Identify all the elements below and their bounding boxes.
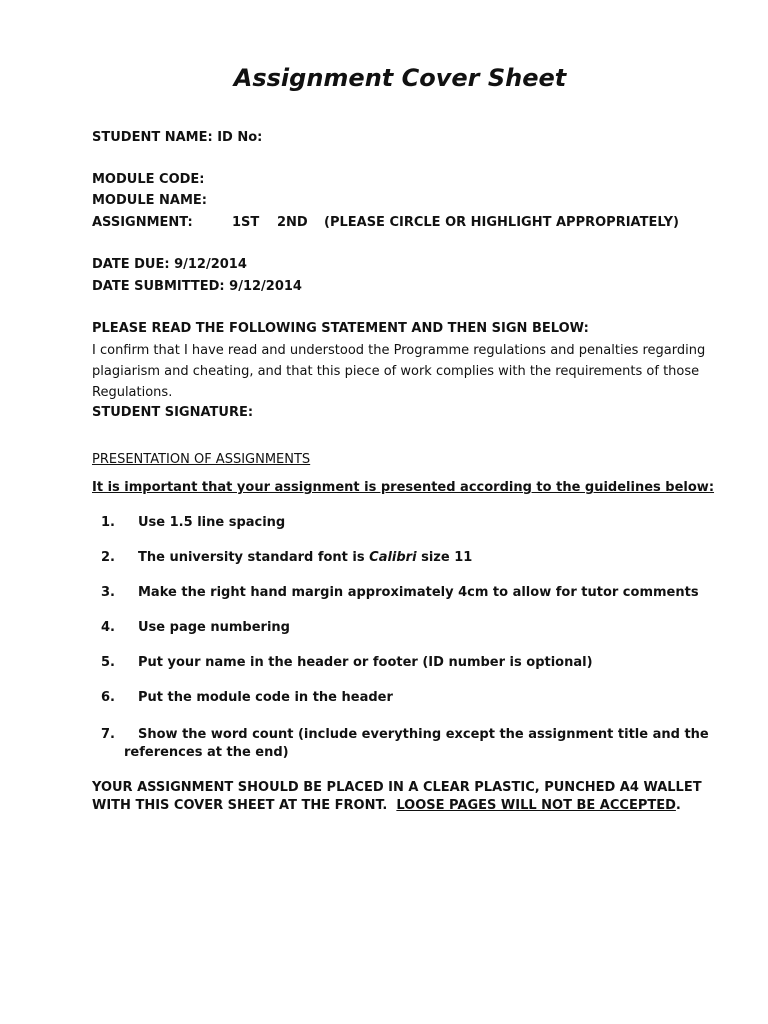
list-item-text: Make the right hand margin approximately 4cm to allow for tutor comments [138, 585, 699, 600]
statement-heading: PLEASE READ THE FOLLOWING STATEMENT AND THEN SIGN BELOW: [92, 321, 589, 336]
list-item-text: Show the word count (include everything except the assignment title and the [138, 727, 709, 742]
footer-notice-line-1: YOUR ASSIGNMENT SHOULD BE PLACED IN A CLEAR PLASTIC, PUNCHED A4 WALLET [92, 780, 702, 795]
list-item-text: Use 1.5 line spacing [138, 515, 286, 530]
document-title: Assignment Cover Sheet [233, 64, 567, 92]
statement-line-2: plagiarism and cheating, and that this piece of work complies with the requirements of those [92, 364, 700, 379]
list-item-number: 4. [101, 620, 115, 635]
list-item-text [138, 549, 472, 567]
list-item-text-part: size 11 [416, 550, 473, 565]
list-item-text: Put your name in the header or footer (ID number is optional) [138, 655, 593, 670]
list-item-text: Use page numbering [138, 620, 290, 635]
loose-pages-warning: LOOSE PAGES WILL NOT BE ACCEPTED [396, 798, 676, 813]
list-item-number: 6. [101, 690, 115, 705]
footer-notice-text: WITH THIS COVER SHEET AT THE FRONT. [92, 798, 388, 813]
list-item-number: 5. [101, 655, 115, 670]
statement-line-3: Regulations. [92, 385, 173, 400]
presentation-heading: PRESENTATION OF ASSIGNMENTS [92, 452, 311, 467]
list-item-text-continued: references at the end) [124, 745, 289, 760]
list-item-number: 3. [101, 585, 115, 600]
list-item-number: 1. [101, 515, 115, 530]
list-item-text: Put the module code in the header [138, 690, 393, 705]
assignment-note: (PLEASE CIRCLE OR HIGHLIGHT APPROPRIATELY) [324, 215, 679, 230]
module-name-field: MODULE NAME: [92, 193, 207, 208]
presentation-intro: It is important that your assignment is presented according to the guidelines below: [92, 480, 715, 495]
assignment-row [0, 214, 768, 232]
assignment-option-1st: 1ST [232, 215, 260, 230]
statement-line-1: I confirm that I have read and understood the Programme regulations and penalties regarding [92, 343, 706, 358]
date-due-field: DATE DUE: 9/12/2014 [92, 257, 247, 272]
assignment-option-2nd: 2ND [277, 215, 308, 230]
footer-notice-period: . [675, 798, 681, 813]
list-item-text-part: The university standard font is [138, 550, 370, 565]
list-item-number: 7. [101, 727, 115, 742]
student-name-field: STUDENT NAME: ID No: [92, 130, 263, 145]
module-code-field: MODULE CODE: [92, 172, 205, 187]
date-submitted-field: DATE SUBMITTED: 9/12/2014 [92, 279, 302, 294]
footer-notice-line-2 [92, 797, 681, 815]
list-item-number: 2. [101, 550, 115, 565]
assignment-label: ASSIGNMENT: [92, 215, 193, 230]
font-name-text: Calibri [369, 550, 417, 565]
student-signature-field: STUDENT SIGNATURE: [92, 405, 254, 420]
